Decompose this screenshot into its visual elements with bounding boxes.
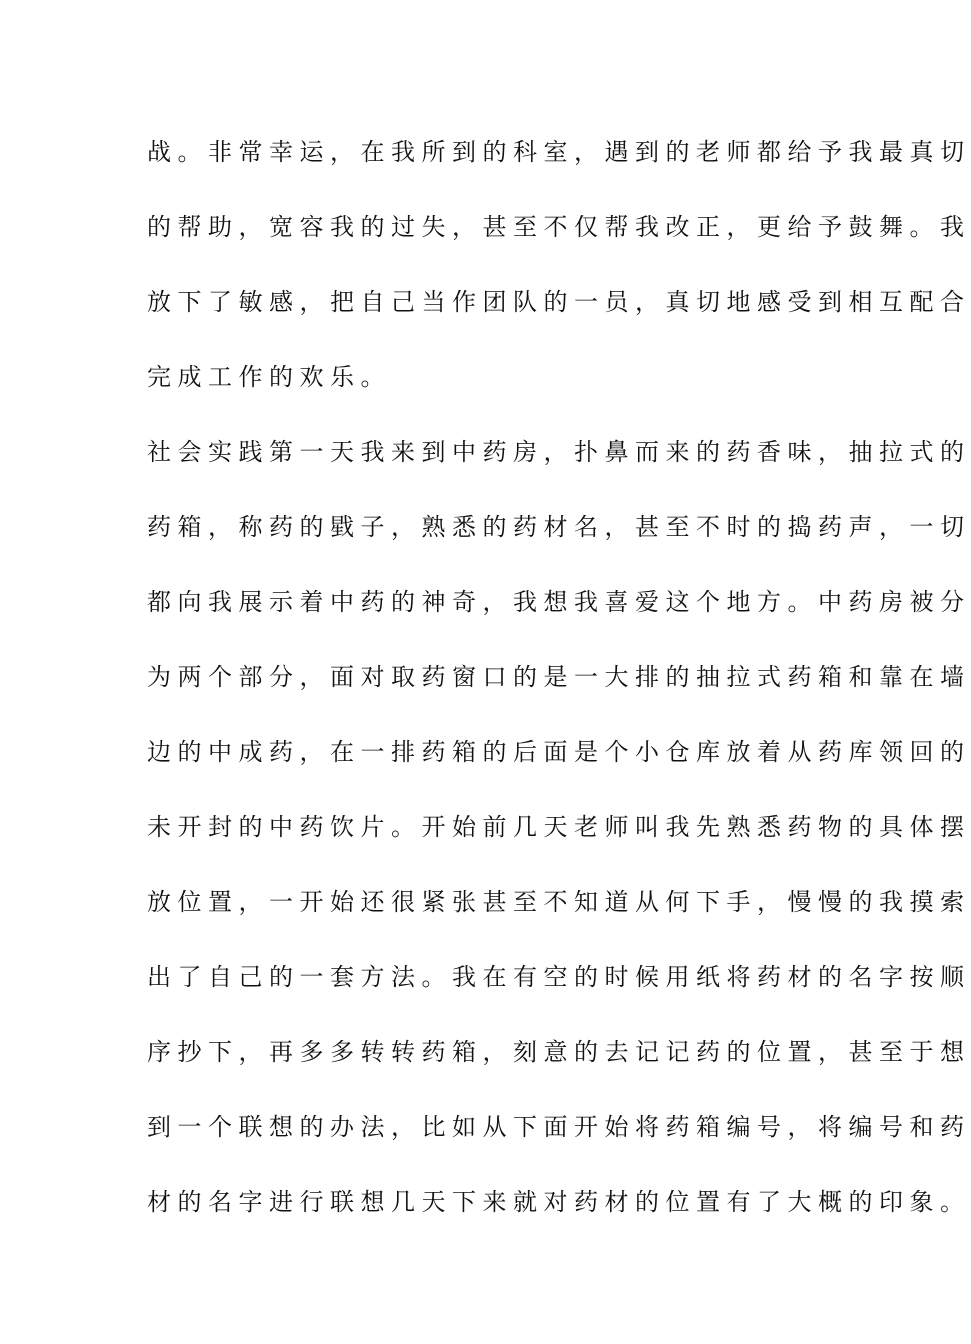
text-line: 放位置，一开始还很紧张甚至不知道从何下手，慢慢的我摸索 <box>147 888 971 916</box>
text-line: 社会实践第一天我来到中药房，扑鼻而来的药香味，抽拉式的 <box>147 438 971 466</box>
text-line: 材的名字进行联想几天下来就对药材的位置有了大概的印象。 <box>147 1188 971 1216</box>
text-line: 序抄下，再多多转转药箱，刻意的去记记药的位置，甚至于想 <box>147 1038 971 1066</box>
text-line: 边的中成药，在一排药箱的后面是个小仓库放着从药库领回的 <box>147 738 971 766</box>
text-line: 药箱，称药的戥子，熟悉的药材名，甚至不时的捣药声，一切 <box>147 513 971 541</box>
text-line: 到一个联想的办法，比如从下面开始将药箱编号，将编号和药 <box>147 1113 971 1141</box>
text-line: 都向我展示着中药的神奇，我想我喜爱这个地方。中药房被分 <box>147 588 971 616</box>
text-line: 为两个部分，面对取药窗口的是一大排的抽拉式药箱和靠在墙 <box>147 663 971 691</box>
text-line: 完成工作的欢乐。 <box>147 363 391 391</box>
text-line: 战。非常幸运，在我所到的科室，遇到的老师都给予我最真切 <box>147 138 971 166</box>
text-line: 的帮助，宽容我的过失，甚至不仅帮我改正，更给予鼓舞。我 <box>147 213 971 241</box>
text-line: 放下了敏感，把自己当作团队的一员，真切地感受到相互配合 <box>147 288 971 316</box>
text-line: 未开封的中药饮片。开始前几天老师叫我先熟悉药物的具体摆 <box>147 813 971 841</box>
body-text <box>147 129 971 1254</box>
text-line: 出了自己的一套方法。我在有空的时候用纸将药材的名字按顺 <box>147 963 971 991</box>
